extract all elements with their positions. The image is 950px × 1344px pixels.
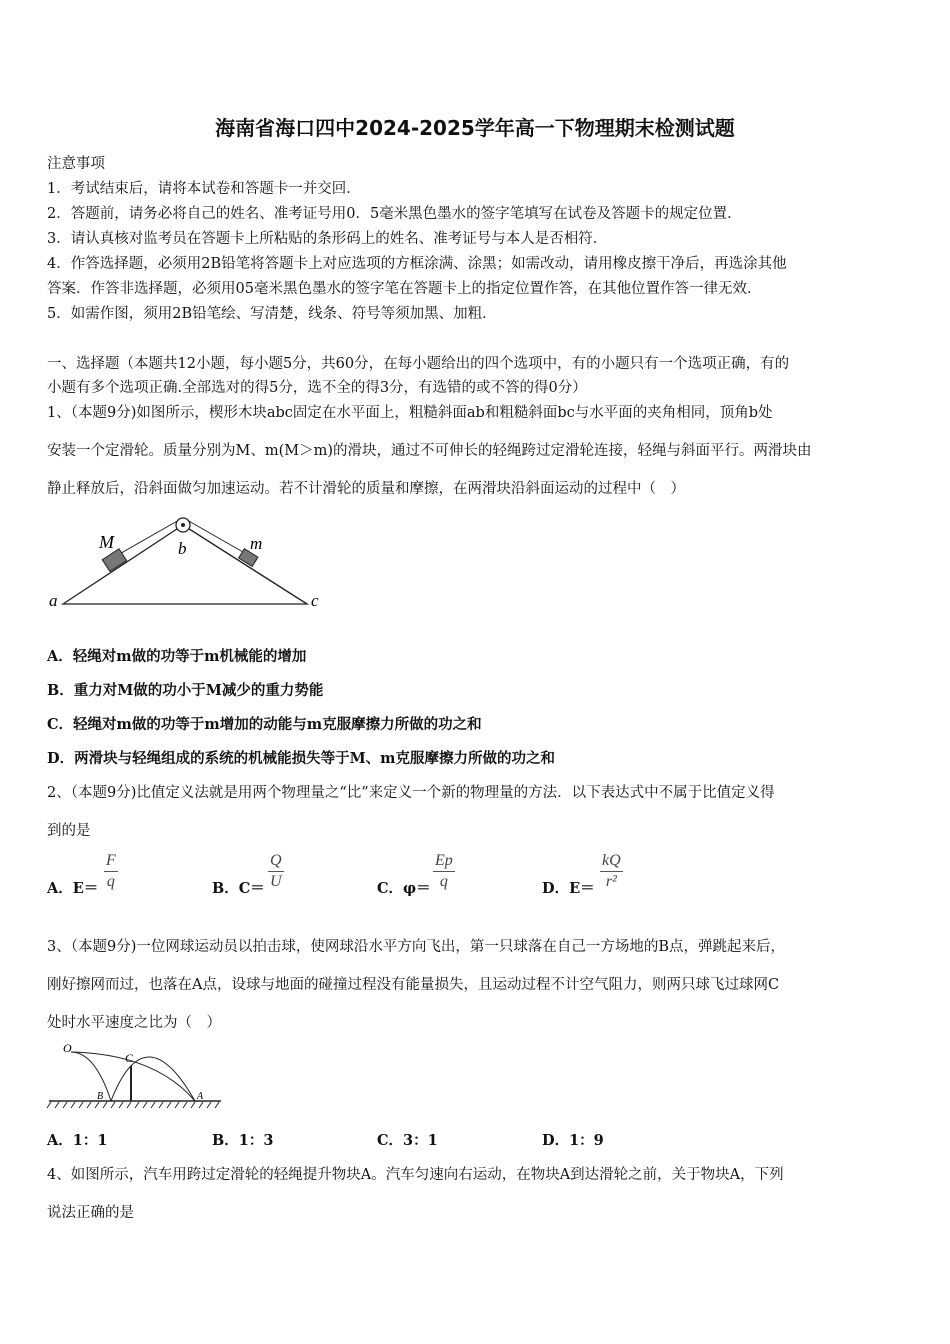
q2-option-a[interactable]: A．E＝ [47,880,99,897]
q2-option-b[interactable]: B．C＝ [212,880,265,897]
notice-item: 1．考试结束后，请将本试卷和答题卡一并交回． [47,181,361,197]
notice-item: 2．答题前，请务必将自己的姓名、准考证号用0．5毫米黑色墨水的签字笔填写在试卷及答题卡的规定位置． [47,206,742,222]
wedge-figure [45,512,335,617]
question-2-stem: 2、（本题9分)比值定义法就是用两个物理量之“比”来定义一个新的物理量的方法．以下表达式中不属于比值定义得 [47,785,775,801]
q3-option-a[interactable]: A．1：1 [47,1132,108,1149]
question-2-stem: 到的是 [47,823,91,839]
label-m: m [250,534,263,553]
q2-fraction-c: Ep q [435,852,453,890]
label-M: M [99,532,114,552]
question-3-stem: 刚好擦网而过，也落在A点，设球与地面的碰撞过程没有能量损失，且运动过程不计空气阻力，则两只球飞过球网C [47,977,780,993]
label-a: a [49,591,58,610]
q1-option-d[interactable]: D．两滑块与轻绳组成的系统的机械能损失等于M、m克服摩擦力所做的功之和 [47,750,555,767]
label-B: B [97,1091,104,1102]
label-A: A [197,1091,204,1102]
question-1-stem: 安装一个定滑轮。质量分别为M、m(M＞m)的滑块，通过不可伸长的轻绳跨过定滑轮连接，轻绳与斜面平行。两滑块由 [47,443,812,459]
q2-option-d[interactable]: D．E＝ [542,880,595,897]
notice-item: 5．如需作图，须用2B铅笔绘、写清楚，线条、符号等须加黑、加粗． [47,306,497,322]
label-O: O [63,1041,72,1055]
notice-item: 答案．作答非选择题，必须用05毫米黑色墨水的签字笔在答题卡上的指定位置作答，在其他位置作答一律无效． [47,281,762,297]
notice-heading: 注意事项 [47,156,105,172]
tennis-figure [45,1038,225,1110]
q2-fraction-d: kQ r² [602,852,621,890]
label-c: c [311,591,319,610]
q2-fraction-a: F q [106,852,116,890]
section-instructions: 小题有多个选项正确.全部选对的得5分，选不全的得3分，有选错的或不答的得0分） [47,380,587,396]
q1-option-a[interactable]: A．轻绳对m做的功等于m机械能的增加 [47,648,307,665]
question-1-stem: 1、（本题9分)如图所示，楔形木块abc固定在水平面上，粗糙斜面ab和粗糙斜面bc与水平面的夹角相同，顶角b处 [47,405,773,421]
notice-item: 4．作答选择题，必须用2B铅笔将答题卡上对应选项的方框涂满、涂黑；如需改动，请用橡皮擦干净后，再选涂其他 [47,256,787,272]
question-3-stem: 3、（本题9分)一位网球运动员以拍击球，使网球沿水平方向飞出，第一只球落在自己一方场地的B点，弹跳起来后， [47,939,786,955]
q2-option-c[interactable]: C．φ＝ [377,880,431,897]
q3-option-b[interactable]: B．1：3 [212,1132,274,1149]
question-1-stem: 静止释放后，沿斜面做匀加速运动。若不计滑轮的质量和摩擦，在两滑块沿斜面运动的过程中（ ） [47,481,685,497]
q3-option-d[interactable]: D．1：9 [542,1132,604,1149]
question-4-stem: 4、如图所示，汽车用跨过定滑轮的轻绳提升物块A。汽车匀速向右运动，在物块A到达滑轮之前，关于物块A，下列 [47,1167,784,1183]
section-instructions: 一、选择题（本题共12小题，每小题5分，共60分，在每小题给出的四个选项中，有的小题只有一个选项正确，有的 [47,356,790,372]
q1-option-c[interactable]: C．轻绳对m做的功等于m增加的动能与m克服摩擦力所做的功之和 [47,716,482,733]
question-3-stem: 处时水平速度之比为（ ） [47,1015,221,1031]
page-title: 海南省海口四中2024-2025学年高一下物理期末检测试题 [215,116,735,140]
q3-option-c[interactable]: C．3：1 [377,1132,438,1149]
q2-fraction-b: Q U [270,852,282,890]
q1-option-b[interactable]: B．重力对M做的功小于M减少的重力势能 [47,682,324,699]
label-C: C [125,1051,134,1065]
label-b: b [178,539,187,558]
question-4-stem: 说法正确的是 [47,1205,134,1221]
notice-item: 3．请认真核对监考员在答题卡上所粘贴的条形码上的姓名、准考证号与本人是否相符． [47,231,608,247]
